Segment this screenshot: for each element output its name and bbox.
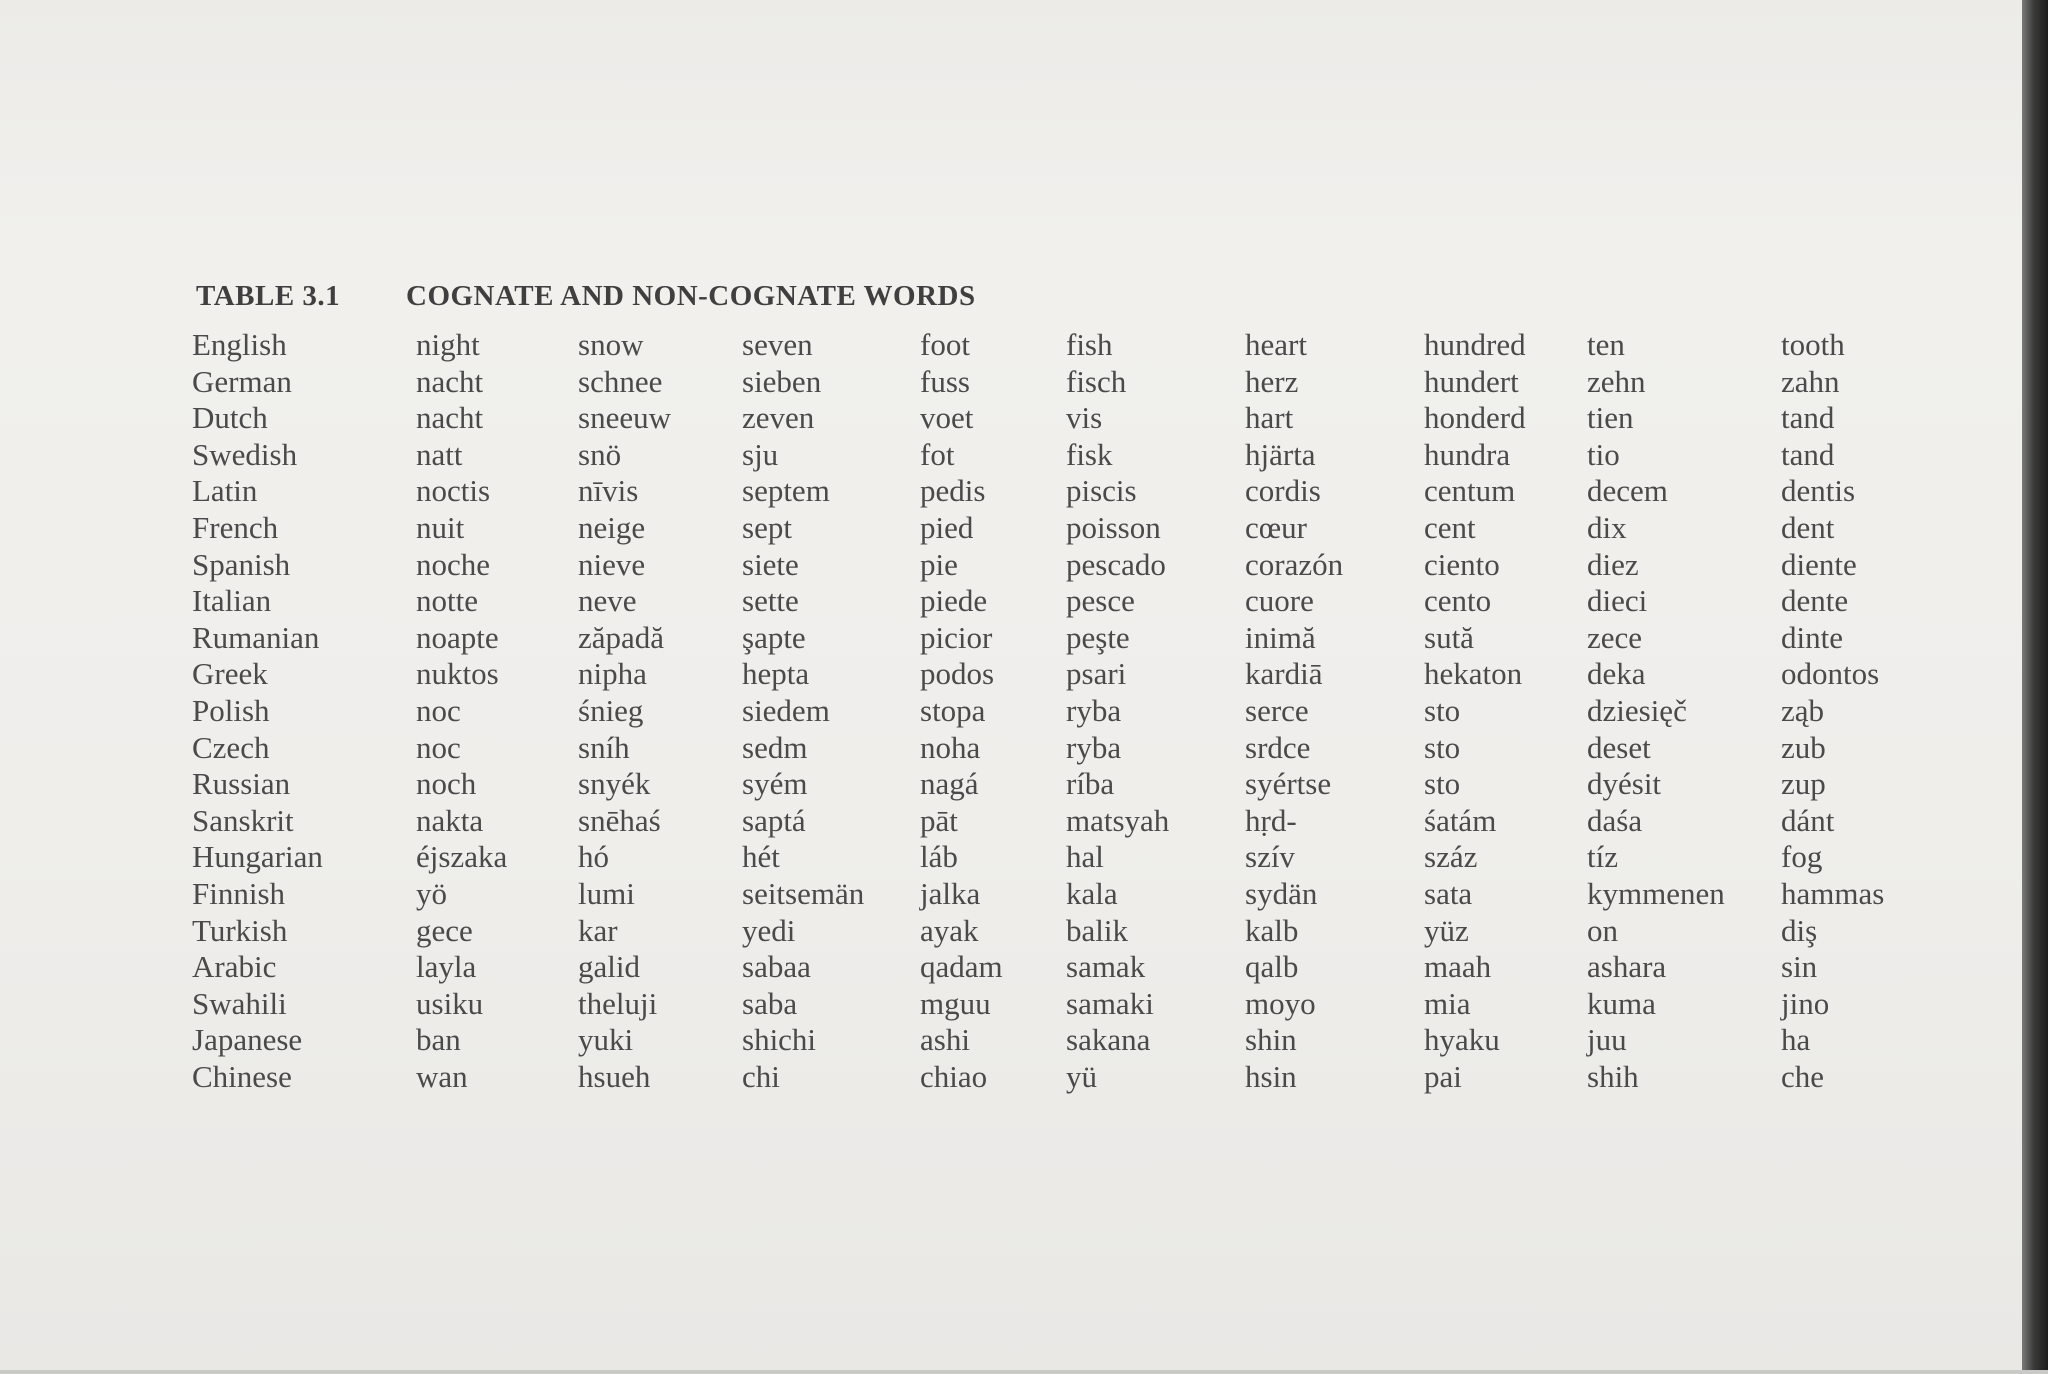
word-cell: noche [416,546,491,582]
word-cell: ban [416,1022,461,1058]
word-cell: shichi [742,1022,817,1058]
word-cell: ríba [1066,766,1115,802]
language-name: Greek [192,656,268,692]
word-cell: shih [1587,1058,1639,1094]
word-cell: sata [1424,875,1473,911]
word-cell: hundra [1424,436,1511,472]
word-cell: cordis [1245,473,1321,509]
word-cell: juu [1587,1022,1627,1058]
word-cell: fog [1781,839,1823,875]
word-cell: sto [1424,766,1461,802]
word-cell: herz [1245,363,1299,399]
word-cell: zehn [1587,363,1646,399]
language-name: Japanese [192,1022,303,1058]
word-cell: balik [1066,912,1128,948]
word-cell: sju [742,436,779,472]
word-cell: cent [1424,509,1476,545]
word-cell: noch [416,766,477,802]
word-cell: ząb [1781,692,1825,728]
word-cell: kardiā [1245,656,1323,692]
word-cell: peşte [1066,619,1130,655]
word-cell: heart [1245,327,1307,362]
language-name: French [192,509,279,545]
word-cell: hundred [1424,327,1526,362]
word-cell: piscis [1066,473,1137,509]
word-cell: zăpadă [578,619,665,655]
word-cell: sedm [742,729,808,765]
word-cell: sto [1424,729,1461,765]
word-cell: wan [416,1058,468,1094]
word-cell: hjärta [1245,436,1316,472]
word-cell: éjszaka [416,839,508,875]
word-cell: hepta [742,656,810,692]
word-cell: pied [920,509,974,545]
word-cell: syém [742,766,808,802]
word-cell: picior [920,619,993,655]
word-cell: sette [742,583,799,619]
word-cell: hsin [1245,1058,1297,1094]
word-cell: tio [1587,436,1620,472]
word-cell: noapte [416,619,499,655]
word-cell: sieben [742,363,822,399]
word-cell: deka [1587,656,1646,692]
word-cell: jalka [920,875,981,911]
word-cell: sakana [1066,1022,1151,1058]
word-cell: chiao [920,1058,988,1094]
word-cell: diente [1781,546,1857,582]
word-cell: pescado [1066,546,1166,582]
language-name: Italian [192,583,272,619]
language-name: German [192,363,292,399]
word-cell: nipha [578,656,647,692]
word-cell: nieve [578,546,646,582]
word-cell: hét [742,839,780,875]
language-name: Finnish [192,875,286,911]
word-cell: yü [1066,1058,1097,1094]
language-name: Swedish [192,436,298,472]
word-cell: serce [1245,692,1309,728]
language-name: Russian [192,766,291,802]
word-cell: dentis [1781,473,1856,509]
word-cell: şapte [742,619,806,655]
language-name: Latin [192,473,258,509]
word-cell: fisk [1066,436,1113,472]
word-cell: nuit [416,509,465,545]
word-cell: láb [920,839,958,875]
word-cell: daśa [1587,802,1643,838]
word-cell: kymmenen [1587,875,1725,911]
word-cell: fuss [920,363,970,399]
word-cell: qadam [920,949,1003,985]
word-cell: tand [1781,436,1835,472]
word-cell: layla [416,949,477,985]
word-cell: srdce [1245,729,1311,765]
word-cell: sneeuw [578,400,671,436]
word-cell: poisson [1066,509,1161,545]
word-cell: noc [416,729,461,765]
word-cell: fisch [1066,363,1127,399]
word-cell: night [416,327,480,362]
word-cell: pai [1424,1058,1462,1094]
word-cell: maah [1424,949,1492,985]
word-cell: siete [742,546,799,582]
word-cell: saba [742,985,798,1021]
word-cell: zahn [1781,363,1840,399]
language-name: Dutch [192,400,268,436]
word-cell: kuma [1587,985,1656,1021]
word-cell: dent [1781,509,1835,545]
word-cell: tand [1781,400,1835,436]
word-cell: honderd [1424,400,1526,436]
word-cell: mguu [920,985,991,1021]
word-cell: snēhaś [578,802,661,838]
word-cell: zub [1781,729,1826,765]
word-cell: psari [1066,656,1127,692]
word-cell: siedem [742,692,830,728]
word-cell: neve [578,583,637,619]
word-cell: ryba [1066,692,1122,728]
word-cell: jino [1781,985,1830,1021]
word-cell: yuki [578,1022,634,1058]
word-cell: podos [920,656,995,692]
word-cell: yedi [742,912,796,948]
word-cell: yüz [1424,912,1469,948]
word-cell: szív [1245,839,1295,875]
word-cell: lumi [578,875,635,911]
word-cell: seitsemän [742,875,865,911]
word-cell: dyésit [1587,766,1662,802]
word-cell: dix [1587,509,1627,545]
word-cell: tooth [1781,327,1845,362]
word-cell: ashi [920,1022,970,1058]
word-cell: qalb [1245,949,1299,985]
word-cell: zece [1587,619,1643,655]
word-cell: snyék [578,766,651,802]
word-cell: diş [1781,912,1818,948]
word-cell: syértse [1245,766,1332,802]
word-cell: stopa [920,692,986,728]
word-cell: centum [1424,473,1516,509]
word-cell: zeven [742,400,815,436]
language-name: Czech [192,729,270,765]
word-cell: śnieg [578,692,644,728]
word-cell: fish [1066,327,1113,362]
word-cell: pie [920,546,958,582]
word-cell: noc [416,692,461,728]
word-cell: piede [920,583,988,619]
word-cell: noctis [416,473,491,509]
word-cell: voet [920,400,974,436]
word-cell: sníh [578,729,630,765]
word-cell: tíz [1587,839,1618,875]
word-cell: noha [920,729,981,765]
word-cell: gece [416,912,473,948]
language-name: Rumanian [192,619,320,655]
word-cell: sydän [1245,875,1318,911]
word-cell: hammas [1781,875,1885,911]
word-cell: che [1781,1058,1825,1094]
word-cell: fot [920,436,955,472]
word-cell: snow [578,327,644,362]
word-cell: śatám [1424,802,1497,838]
word-cell: sabaa [742,949,811,985]
language-name: Turkish [192,912,288,948]
word-cell: schnee [578,363,663,399]
word-cell: nagá [920,766,979,802]
word-cell: yö [416,875,447,911]
word-cell: kar [578,912,618,948]
table-number: TABLE 3.1 [196,280,341,312]
word-cell: zup [1781,766,1826,802]
word-cell: chi [742,1058,780,1094]
word-cell: dziesięč [1587,692,1687,728]
word-cell: ha [1781,1022,1811,1058]
word-cell: hṛd- [1245,802,1297,838]
word-cell: cuore [1245,583,1314,619]
word-cell: tien [1587,400,1634,436]
word-cell: notte [416,583,478,619]
word-cell: nīvis [578,473,639,509]
word-cell: vis [1066,400,1103,436]
word-cell: cento [1424,583,1492,619]
word-cell: ten [1587,327,1625,362]
word-cell: diez [1587,546,1639,582]
word-cell: hal [1066,839,1104,875]
word-cell: galid [578,949,640,985]
word-cell: moyo [1245,985,1316,1021]
word-cell: neige [578,509,646,545]
word-cell: matsyah [1066,802,1170,838]
word-cell: sin [1781,949,1818,985]
language-name: Swahili [192,985,287,1021]
word-cell: dente [1781,583,1849,619]
word-cell: decem [1587,473,1668,509]
word-cell: on [1587,912,1618,948]
word-cell: dinte [1781,619,1843,655]
word-cell: septem [742,473,830,509]
word-cell: hart [1245,400,1294,436]
page-bottom-edge [0,1370,2048,1374]
page-gutter-shadow [2022,0,2048,1374]
language-name: Polish [192,692,270,728]
word-cell: kalb [1245,912,1299,948]
word-cell: dieci [1587,583,1648,619]
language-name: Hungarian [192,839,323,875]
word-cell: mia [1424,985,1471,1021]
language-name: Sanskrit [192,802,294,838]
table-title: COGNATE AND NON-COGNATE WORDS [406,280,976,312]
language-name: Chinese [192,1058,292,1094]
word-cell: saptá [742,802,806,838]
word-cell: nacht [416,363,484,399]
word-cell: pāt [920,802,958,838]
word-cell: nuktos [416,656,499,692]
word-cell: odontos [1781,656,1880,692]
word-cell: dánt [1781,802,1835,838]
word-cell: samaki [1066,985,1154,1021]
word-cell: száz [1424,839,1478,875]
word-cell: foot [920,327,970,362]
word-cell: usiku [416,985,484,1021]
word-cell: seven [742,327,813,362]
word-cell: natt [416,436,463,472]
language-name: Spanish [192,546,291,582]
word-cell: ciento [1424,546,1500,582]
word-cell: hekaton [1424,656,1523,692]
word-cell: theluji [578,985,658,1021]
word-cell: inimă [1245,619,1316,655]
word-cell: hyaku [1424,1022,1500,1058]
word-cell: hó [578,839,609,875]
word-cell: snö [578,436,622,472]
word-cell: pesce [1066,583,1135,619]
word-cell: samak [1066,949,1146,985]
word-cell: cœur [1245,509,1307,545]
word-cell: nacht [416,400,484,436]
word-cell: hsueh [578,1058,651,1094]
word-cell: corazón [1245,546,1344,582]
word-cell: nakta [416,802,484,838]
word-cell: sept [742,509,792,545]
word-cell: ashara [1587,949,1667,985]
word-cell: sută [1424,619,1474,655]
word-cell: kala [1066,875,1118,911]
word-cell: ayak [920,912,979,948]
word-cell: pedis [920,473,986,509]
word-cell: shin [1245,1022,1297,1058]
word-cell: ryba [1066,729,1122,765]
language-name: English [192,327,287,362]
word-cell: deset [1587,729,1651,765]
word-cell: hundert [1424,363,1519,399]
language-name: Arabic [192,949,277,985]
word-cell: sto [1424,692,1461,728]
